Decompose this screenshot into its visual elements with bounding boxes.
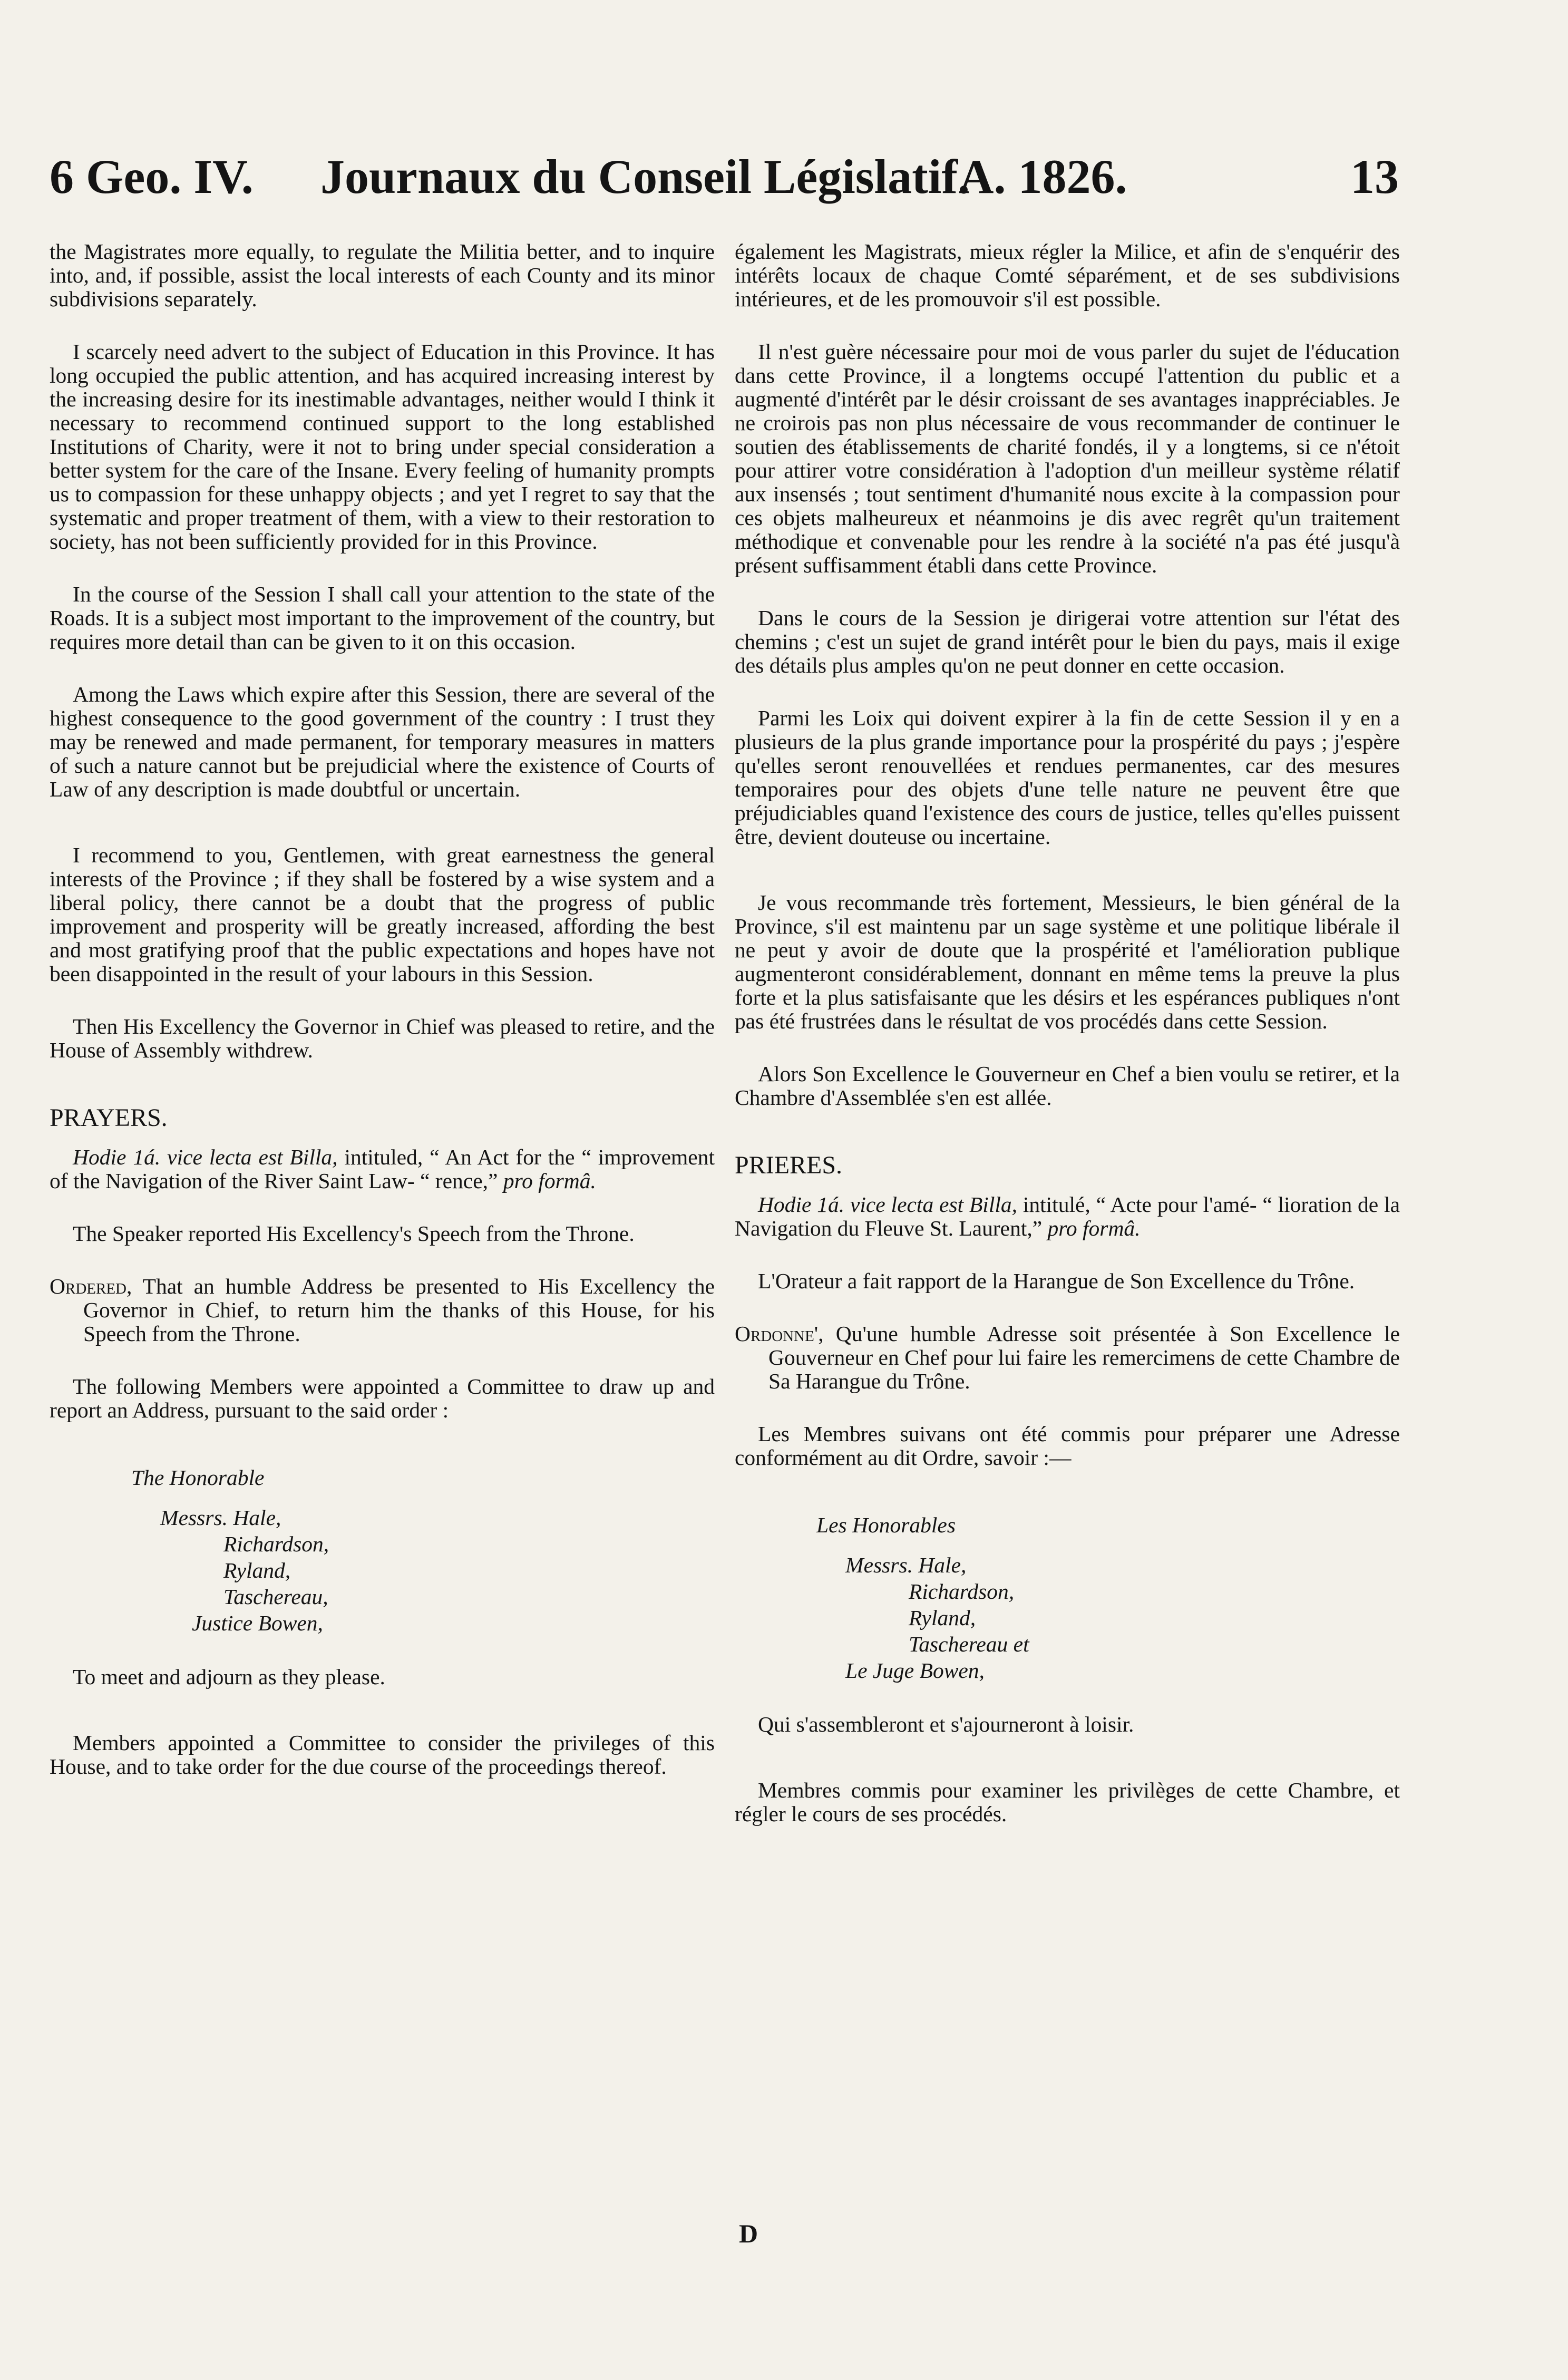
fr-paragraph-ordered [735,1322,1400,1393]
en-paragraph-speaker: The Speaker reported His Excellency's Speech from the Throne. [73,1221,635,1246]
fr-paragraph-withdrew: Alors Son Excellence le Gouverneur en Chef a bien voulu se retirer, et la Chambre d'Assemblée s'en est allée. [735,1062,1400,1110]
en-paragraph-withdrew: Then His Excellency the Governor in Chief was pleased to retire, and the House of Assembly withdrew. [50,1014,715,1062]
en-names-title: The Honorable [131,1465,265,1490]
en-paragraph-privileges: Members appointed a Committee to consider the privileges of this House, and to take order for the due course of the proceedings thereof. [50,1731,715,1779]
fr-bill-latin: Hodie 1á. vice lecta est Billa, [758,1192,1018,1217]
fr-committee-names [735,1512,1400,1684]
fr-paragraph-privileges: Membres commis pour examiner les privilèges de cette Chambre, et régler le cours de ses procédés. [735,1778,1400,1826]
en-paragraph-education: I scarcely need advert to the subject of Education in this Province. It has long occupied the public attention, and has acquired increasing interest by the increasing desire for its inestimable advantages, neither would I think it necessary to recommend continued support to the long established Institutions of Charity, were it not to bring under special consideration a better system for the care of the Insane. Every feeling of humanity prompts us to compassion for these unhappy objects ; and yet I regret to say that the systematic and proper treatment of them, with a view to their restoration to society, has not been sufficiently provided for in this Province. [50,339,715,553]
fr-ordered-text: Qu'une humble Adresse soit présentée à Son Excellence le Gouverneur en Chef pour lui faire les remercimens de cette Chambre de Sa Harangue du Trône. [768,1322,1400,1393]
fr-names-title: Les Honorables [816,1513,956,1537]
en-paragraph-recommend: I recommend to you, Gentlemen, with great earnestness the general interests of the Province ; if they shall be fostered by a wise system and a liberal policy, there cannot be a doubt that the progress of public improvement and prosperity will be greatly increased, affording the best and most gratifying proof that the public expectations and hopes have not been disappointed in the result of your labours in this Session. [50,843,715,986]
en-heading-prayers: PRAYERS. [50,1104,168,1132]
fr-name-5: Le Juge Bowen, [845,1658,985,1683]
english-column [50,240,715,1779]
fr-paragraph-bill [735,1193,1400,1240]
en-paragraph-roads: In the course of the Session I shall call your attention to the state of the Roads. It is a subject most important to the improvement of the country, but requires more detail than can be given to it on this occasion. [50,582,715,654]
en-paragraph-adjourn: To meet and adjourn as they please. [73,1665,385,1689]
en-paragraph-ordered [50,1275,715,1346]
fr-paragraph-speaker: L'Orateur a fait rapport de la Harangue de Son Excellence du Trône. [758,1269,1355,1293]
en-name-1: Messrs. Hale, [160,1505,281,1530]
en-paragraph-laws: Among the Laws which expire after this Session, there are several of the highest consequence to the good government of the country : I trust they may be renewed and made permanent, for temporary measures in matters of such a nature cannot but be prejudicial where the existence of Courts of Law of any description is made doubtful or uncertain. [50,682,715,801]
en-bill-pro-forma: pro formâ. [498,1169,596,1193]
signature-mark: D [739,2219,758,2248]
fr-paragraph-roads: Dans le cours de la Session je dirigerai votre attention sur l'état des chemins ; c'est un sujet de grand intérêt pour le bien du pays, mais il exige des détails plus amples qu'on ne peut donner en cette occasion. [735,606,1400,677]
journal-title: Journaux du Conseil Législatif. [320,150,970,203]
fr-name-2: Richardson, [909,1579,1015,1604]
fr-paragraph-recommend: Je vous recommande très fortement, Messieurs, le bien général de la Province, s'il est maintenu par un sage système et une politique libérale il ne peut y avoir de doute que la prospérité et l'amélioration publique augmenteront considérablement, donnant en même tems la preuve la plus forte et la plus satisfaisante que les désirs et les espérances publiques n'ont pas été frustrées dans le résultat de vos procédés dans cette Session. [735,890,1400,1033]
fr-name-3: Ryland, [909,1606,976,1630]
en-name-4: Taschereau, [223,1585,328,1609]
running-head [50,145,1399,208]
en-bill-title: intituled, “ An Act for the “ improvement of the Navigation of the River Saint Law- “ rence,” [50,1145,715,1193]
fr-bill-title: intitulé, “ Acte pour l'amé- “ lioration de la Navigation du Fleuve St. Laurent,” [735,1192,1400,1240]
en-ordered-lead: Ordered, [50,1274,132,1298]
en-name-2: Richardson, [223,1532,329,1556]
year: A. 1826. [959,150,1127,203]
french-column [735,240,1400,1826]
en-name-5: Justice Bowen, [192,1611,323,1635]
en-committee-names [50,1464,715,1636]
en-paragraph-bill [50,1145,715,1193]
en-paragraph-1: the Magistrates more equally, to regulate the Militia better, and to inquire into, and, if possible, assist the local interests of each County and its minor subdivisions separately. [50,239,715,311]
fr-bill-pro-forma: pro formâ. [1042,1216,1141,1240]
fr-ordered-lead: Ordonne', [735,1322,824,1346]
fr-paragraph-committee: Les Membres suivans ont été commis pour préparer une Adresse conformément au dit Ordre, savoir :— [735,1422,1400,1470]
fr-paragraph-education: Il n'est guère nécessaire pour moi de vous parler du sujet de l'éducation dans cette Province, il a longtems occupé l'attention du public et a augmenté d'intérêt par le désir croissant de ses avantages inappréciables. Je ne croirois pas non plus nécessaire de vous recommander de continuer le soutien des établissements de charité fondés, il y a longtems, si ce n'étoit pour attirer votre considération à l'adoption d'un meilleur système rélatif aux insensés ; tout sentiment d'humanité nous excite à la compassion pour ces objets malheureux et néanmoins je dis avec regrêt qu'un traitement méthodique et convenable pour les rendre à la société n'a pas été jusqu'à présent suffisamment établi dans cette Province. [735,339,1400,577]
fr-paragraph-1: également les Magistrats, mieux régler la Milice, et afin de s'enquérir des intérêts locaux de chaque Comté séparément, et de ses subdivisions intérieures, et de les promouvoir s'il est possible. [735,239,1400,311]
en-paragraph-committee: The following Members were appointed a Committee to draw up and report an Address, pursuant to the said order : [50,1374,715,1422]
page-number: 13 [1350,150,1399,203]
fr-heading-prayers: PRIERES. [735,1151,843,1179]
regnal-year: 6 Geo. IV. [50,150,254,203]
fr-paragraph-adjourn: Qui s'assembleront et s'ajourneront à loisir. [758,1712,1134,1736]
fr-name-1: Messrs. Hale, [845,1553,967,1577]
en-bill-latin: Hodie 1á. vice lecta est Billa, [73,1145,338,1169]
en-ordered-text: That an humble Address be presented to His Excellency the Governor in Chief, to return him the thanks of this House, for his Speech from the Throne. [83,1274,715,1346]
fr-name-4: Taschereau et [909,1632,1029,1656]
en-name-3: Ryland, [223,1558,291,1582]
fr-paragraph-laws: Parmi les Loix qui doivent expirer à la fin de cette Session il y en a plusieurs de la plus grande importance pour la prospérité du pays ; j'espère qu'elles seront renouvellées et rendues permanentes, car des mesures temporaires pour des objets d'une telle nature ne peuvent être que préjudiciables quand l'existence des cours de justice, telles qu'elles puissent être, devient douteuse ou incertaine. [735,706,1400,849]
